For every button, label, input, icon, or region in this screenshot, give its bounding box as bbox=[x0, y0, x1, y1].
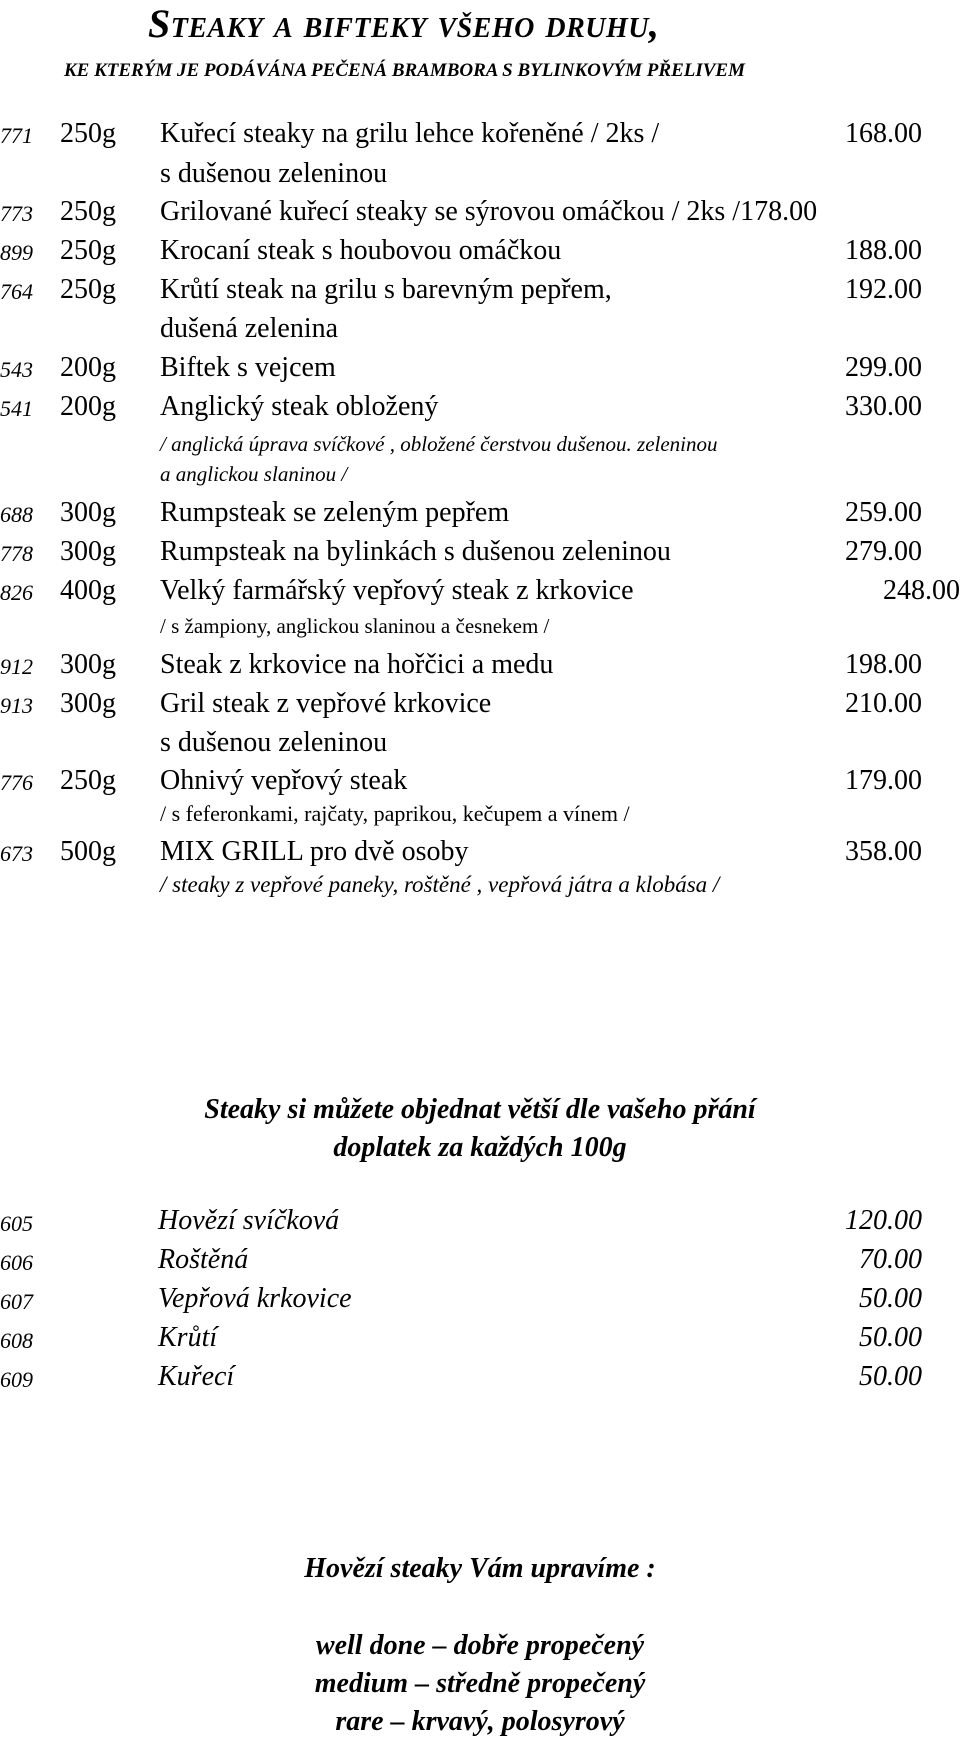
extra-name: Roštěná bbox=[158, 1244, 249, 1275]
item-weight: 500g bbox=[60, 836, 116, 867]
item-price: 188.00 bbox=[845, 235, 922, 266]
item-note: / steaky z vepřové paneky, roštěné , vepřová játra a klobása / bbox=[160, 872, 720, 897]
doneness-heading: Hovězí steaky Vám upravíme : bbox=[304, 1553, 656, 1584]
extra-price: 50.00 bbox=[859, 1361, 922, 1392]
item-weight: 300g bbox=[60, 536, 116, 567]
doneness-well-done: well done – dobře propečený bbox=[315, 1630, 645, 1661]
item-price: 248.00 bbox=[883, 575, 960, 606]
item-note: / s feferonkami, rajčaty, paprikou, kečupem a vínem / bbox=[160, 801, 630, 826]
item-code: 912 bbox=[0, 654, 33, 679]
item-weight: 200g bbox=[60, 352, 116, 383]
extra-name: Kuřecí bbox=[158, 1361, 235, 1392]
item-price: 198.00 bbox=[845, 649, 922, 680]
item-code: 771 bbox=[0, 123, 33, 148]
item-price: 358.00 bbox=[845, 836, 922, 867]
extra-code: 606 bbox=[0, 1250, 33, 1275]
item-weight: 300g bbox=[60, 649, 116, 680]
item-note: / anglická úprava svíčkové , obložené čerstvou dušenou. zeleninou bbox=[160, 432, 718, 456]
item-note: s dušenou zeleninou bbox=[160, 158, 388, 189]
item-price: 330.00 bbox=[845, 391, 922, 422]
extra-name: Krůtí bbox=[158, 1322, 218, 1353]
item-weight: 250g bbox=[60, 235, 116, 266]
item-code: 543 bbox=[0, 357, 33, 382]
item-name: Biftek s vejcem bbox=[160, 352, 336, 383]
item-note: a anglickou slaninou / bbox=[160, 462, 348, 486]
item-price: 210.00 bbox=[845, 688, 922, 719]
item-weight: 250g bbox=[60, 118, 116, 149]
item-code: 673 bbox=[0, 841, 33, 866]
item-name: Gril steak z vepřové krkovice bbox=[160, 688, 492, 719]
extra-price: 50.00 bbox=[859, 1283, 922, 1314]
item-weight: 200g bbox=[60, 391, 116, 422]
extra-name: Vepřová krkovice bbox=[158, 1283, 352, 1314]
item-weight: 300g bbox=[60, 688, 116, 719]
extra-name: Hovězí svíčková bbox=[158, 1205, 340, 1236]
item-price: 279.00 bbox=[845, 536, 922, 567]
item-weight: 250g bbox=[60, 274, 116, 305]
item-weight: 300g bbox=[60, 497, 116, 528]
item-name: Ohnivý vepřový steak bbox=[160, 765, 408, 796]
item-weight: 250g bbox=[60, 196, 116, 227]
extra-code: 605 bbox=[0, 1211, 33, 1236]
doneness-medium: medium – středně propečený bbox=[314, 1668, 646, 1699]
item-code: 688 bbox=[0, 502, 33, 527]
item-name: Anglický steak obložený bbox=[160, 391, 439, 422]
extra-code: 609 bbox=[0, 1367, 33, 1392]
item-name: Kuřecí steaky na grilu lehce kořeněné / 2ks / bbox=[160, 118, 660, 149]
item-price: 299.00 bbox=[845, 352, 922, 383]
item-name: Krocaní steak s houbovou omáčkou bbox=[160, 235, 562, 266]
page-title: Steaky a bifteky všeho druhu, bbox=[148, 1, 660, 46]
item-weight: 400g bbox=[60, 575, 116, 606]
item-price: 168.00 bbox=[845, 118, 922, 149]
item-code: 541 bbox=[0, 396, 33, 421]
item-code: 773 bbox=[0, 201, 33, 226]
extra-code: 607 bbox=[0, 1289, 33, 1314]
item-name: Grilované kuřecí steaky se sýrovou omáčkou / 2ks /178.00 bbox=[160, 196, 818, 227]
item-note: s dušenou zeleninou bbox=[160, 727, 388, 758]
item-name: Krůtí steak na grilu s barevným pepřem, bbox=[160, 274, 612, 305]
page-subtitle: KE KTERÝM JE PODÁVÁNA PEČENÁ BRAMBORA S BYLINKOVÝM PŘELIVEM bbox=[64, 60, 746, 81]
extra-price: 70.00 bbox=[859, 1244, 922, 1275]
doneness-rare: rare – krvavý, polosyrový bbox=[335, 1706, 625, 1737]
item-note: dušená zelenina bbox=[160, 313, 339, 344]
item-name: Velký farmářský vepřový steak z krkovice bbox=[160, 575, 634, 606]
item-code: 776 bbox=[0, 770, 33, 795]
item-code: 764 bbox=[0, 279, 33, 304]
item-price: 259.00 bbox=[845, 497, 922, 528]
extra-price: 50.00 bbox=[859, 1322, 922, 1353]
item-code: 778 bbox=[0, 541, 33, 566]
item-price: 192.00 bbox=[845, 274, 922, 305]
item-name: Steak z krkovice na hořčici a medu bbox=[160, 649, 554, 680]
extras-heading: Steaky si můžete objednat větší dle vašeho přání bbox=[204, 1094, 756, 1125]
item-code: 913 bbox=[0, 693, 33, 718]
item-code: 826 bbox=[0, 580, 33, 605]
item-name: MIX GRILL pro dvě osoby bbox=[160, 836, 469, 867]
item-price: 179.00 bbox=[845, 765, 922, 796]
item-note: / s žampiony, anglickou slaninou a česnekem / bbox=[160, 614, 550, 638]
item-code: 899 bbox=[0, 240, 33, 265]
item-weight: 250g bbox=[60, 765, 116, 796]
extras-subheading: doplatek za každých 100g bbox=[333, 1132, 627, 1163]
extra-price: 120.00 bbox=[845, 1205, 922, 1236]
extra-code: 608 bbox=[0, 1328, 33, 1353]
item-name: Rumpsteak se zeleným pepřem bbox=[160, 497, 510, 528]
item-name: Rumpsteak na bylinkách s dušenou zeleninou bbox=[160, 536, 671, 567]
